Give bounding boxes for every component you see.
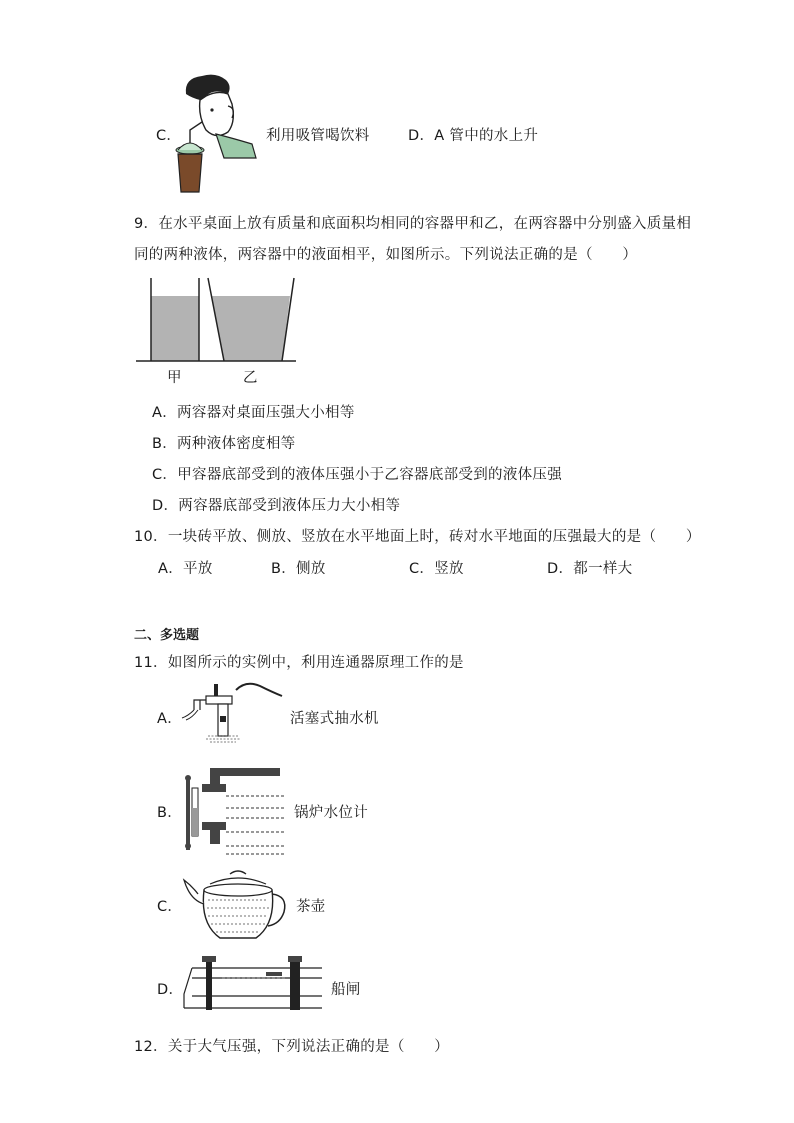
q11-option-c-text: 茶壶 (296, 899, 326, 915)
option-c-text: 利用吸管喝饮料 (266, 128, 370, 144)
option-d-text: D．A 管中的水上升 (408, 128, 539, 144)
q11-option-b-text: 锅炉水位计 (294, 805, 368, 821)
piston-pump-figure (176, 676, 286, 746)
q11-option-d-text: 船闸 (331, 982, 361, 998)
q11-option-a-label: A． (157, 711, 183, 727)
q10-stem: 10．一块砖平放、侧放、竖放在水平地面上时，砖对水平地面的压强最大的是（ ） (134, 529, 701, 545)
section-title: 二、多选题 (134, 628, 200, 643)
container-label-jia: 甲 (167, 370, 182, 386)
ship-lock-figure (182, 950, 322, 1012)
teapot-figure (180, 866, 290, 946)
q10-option-c: C．竖放 (409, 561, 464, 577)
q10-option-d: D．都一样大 (547, 561, 633, 577)
q9-stem-line2: 同的两种液体，两容器中的液面相平，如图所示。下列说法正确的是（ ） (134, 247, 638, 263)
boiler-water-gauge-figure (180, 758, 288, 858)
q11-option-b-label: B． (157, 805, 183, 821)
q10-option-a: A．平放 (158, 561, 213, 577)
q11-option-d-label: D． (157, 982, 184, 998)
q11-stem: 11．如图所示的实例中，利用连通器原理工作的是 (134, 655, 464, 671)
q12-stem: 12．关于大气压强，下列说法正确的是（ ） (134, 1039, 450, 1055)
container-label-yi: 乙 (243, 370, 258, 386)
q9-option-d: D．两容器底部受到液体压力大小相等 (152, 498, 401, 514)
q11-option-a-text: 活塞式抽水机 (290, 711, 379, 727)
q10-option-b: B．侧放 (271, 561, 326, 577)
option-c-label: C． (156, 128, 182, 144)
q9-stem-line1: 9．在水平桌面上放有质量和底面积均相同的容器甲和乙，在两容器中分别盛入质量相 (134, 216, 692, 232)
q9-option-b: B．两种液体密度相等 (152, 436, 296, 452)
q11-option-c-label: C． (157, 899, 183, 915)
two-containers-figure (136, 276, 296, 368)
q9-option-a: A．两容器对桌面压强大小相等 (152, 405, 355, 421)
boy-drinking-straw-figure (172, 70, 262, 196)
q9-option-c: C．甲容器底部受到的液体压强小于乙容器底部受到的液体压强 (152, 467, 563, 483)
